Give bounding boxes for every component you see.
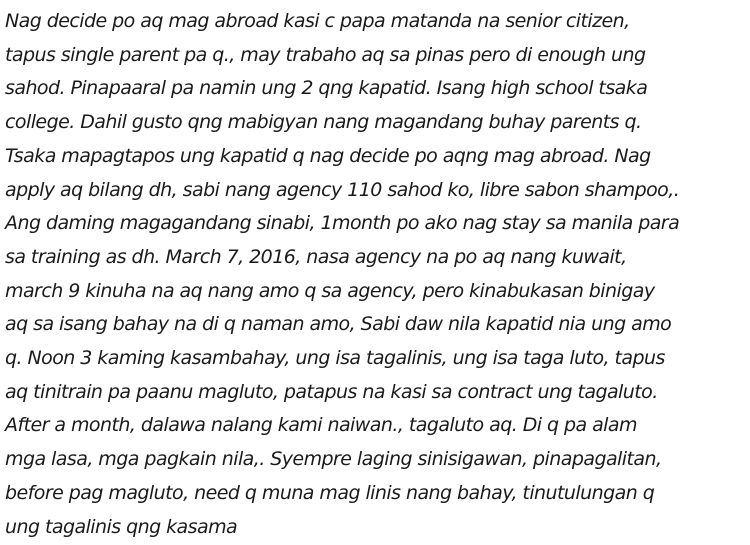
text-line: college. Dahil gusto qng mabigyan nang magandang buhay parents q. bbox=[5, 111, 642, 134]
text-line: sa training as dh. March 7, 2016, nasa agency na po aq nang kuwait, bbox=[5, 245, 627, 268]
text-line: mga lasa, mga pagkain nila,. Syempre laging sinisigawan, pinapagalitan, bbox=[5, 448, 662, 471]
text-paragraph bbox=[5, 5, 750, 544]
text-line: q. Noon 3 kaming kasambahay, ung isa tagalinis, ung isa taga luto, tapus bbox=[5, 347, 665, 370]
text-line: aq tinitrain pa paanu magluto, patapus na kasi sa contract ung tagaluto. bbox=[5, 380, 658, 403]
text-line: before pag magluto, need q muna mag linis nang bahay, tinutulungan q bbox=[5, 481, 655, 504]
text-line: Nag decide po aq mag abroad kasi c papa matanda na senior citizen, bbox=[5, 10, 630, 32]
text-line: Tsaka mapagtapos ung kapatid q nag decide po aqng mag abroad. Nag bbox=[5, 144, 651, 167]
text-line: tapus single parent pa q., may trabaho aq sa pinas pero di enough ung bbox=[5, 43, 646, 66]
text-line: ung tagalinis qng kasama bbox=[5, 515, 238, 538]
text-line: Ang daming magagandang sinabi, 1month po ako nag stay sa manila para bbox=[5, 212, 680, 235]
text-line: aq sa isang bahay na di q naman amo, Sabi daw nila kapatid nia ung amo bbox=[5, 313, 672, 336]
text-line: After a month, dalawa nalang kami naiwan., tagaluto aq. Di q pa alam bbox=[5, 414, 637, 437]
text-line: march 9 kinuha na aq nang amo q sa agency, pero kinabukasan binigay bbox=[5, 279, 655, 302]
text-line: apply aq bilang dh, sabi nang agency 110 sahod ko, libre sabon shampoo,. bbox=[5, 178, 680, 201]
text-line: sahod. Pinapaaral pa namin ung 2 qng kapatid. Isang high school tsaka bbox=[5, 77, 648, 100]
